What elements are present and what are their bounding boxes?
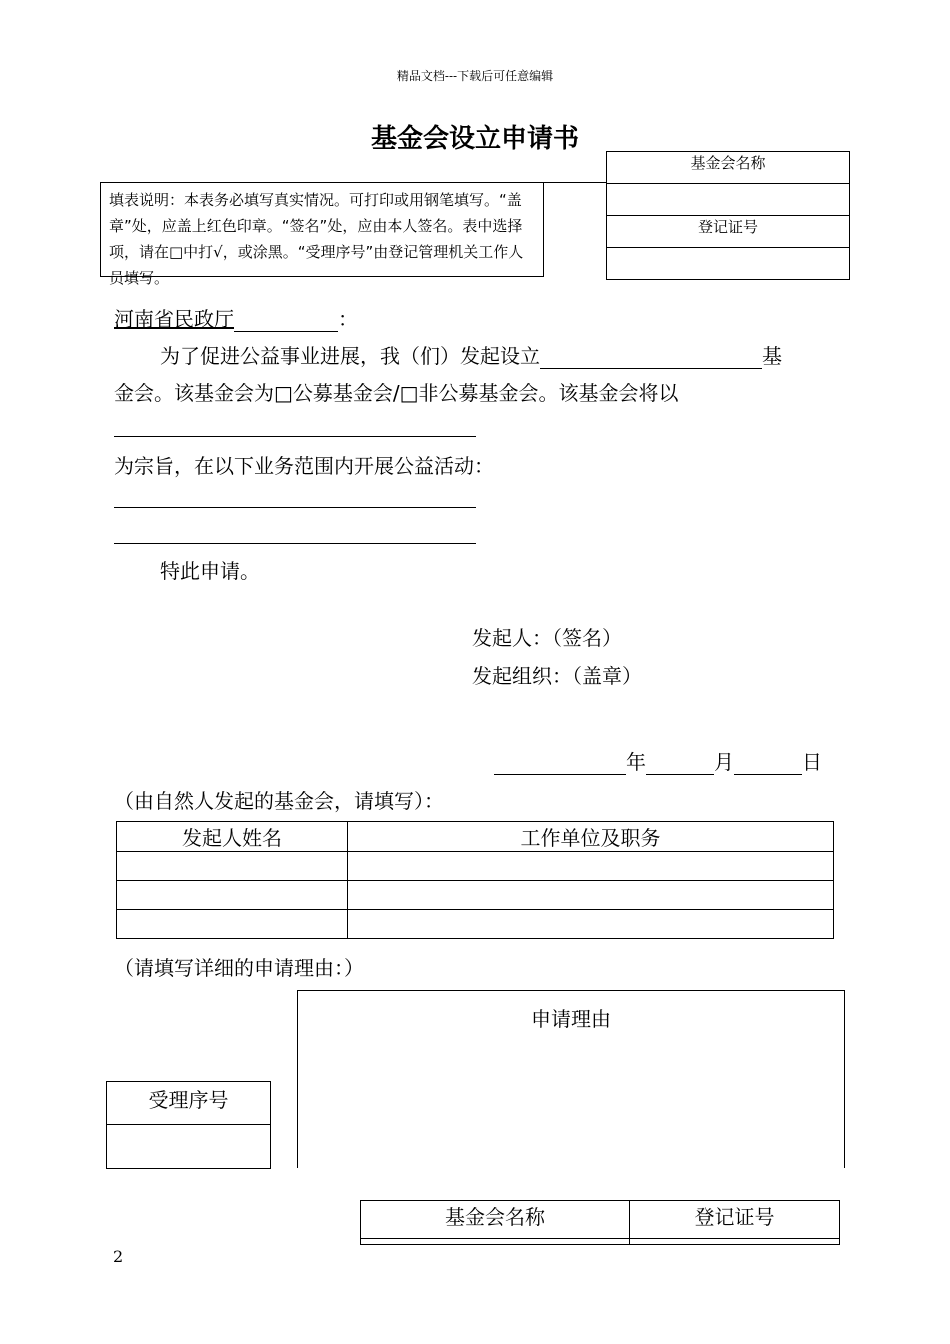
top-info-table — [606, 151, 850, 280]
bottom-reg-cell[interactable] — [630, 1239, 840, 1245]
work-cell[interactable] — [348, 910, 834, 939]
name-cell[interactable] — [117, 881, 348, 910]
bottom-name-cell[interactable] — [361, 1239, 630, 1245]
name-cell[interactable] — [117, 852, 348, 881]
scope-blank-1[interactable] — [114, 491, 476, 508]
initiator-signature: 发起人：（签名） — [472, 626, 622, 650]
day-label: 日 — [802, 750, 822, 774]
day-blank[interactable] — [734, 752, 802, 775]
bottom-info-table — [360, 1200, 840, 1245]
instructions-box — [100, 182, 544, 287]
top-reg-label: 登记证号 — [607, 216, 850, 248]
addressee-colon: ： — [338, 307, 358, 331]
acceptance-cell[interactable] — [107, 1125, 271, 1169]
letter-line-1 — [160, 340, 840, 369]
reason-box[interactable] — [297, 990, 845, 1168]
letter-line-2: 金会。该基金会为□公募基金会/□非公募基金会。该基金会将以 — [114, 381, 679, 405]
org-seal: 发起组织：（盖章） — [472, 664, 642, 688]
line1-suffix: 基 — [762, 344, 782, 368]
instructions-text: 填表说明：本表务必填写真实情况。可打印或用钢笔填写。“盖章”处，应盖上红色印章。“签名”处，应由本人签名。表中选择项，请在□中打√，或涂黑。“受理序号”由登记管理机关工作人员填写。 — [109, 191, 524, 287]
month-label: 月 — [714, 750, 734, 774]
top-reg-cell[interactable] — [607, 248, 850, 280]
scope-blank-2[interactable] — [114, 527, 476, 544]
addressee-line — [114, 303, 358, 332]
page-title: 基金会设立申请书 — [370, 124, 579, 154]
reason-caption: （请填写详细的申请理由：） — [114, 956, 364, 980]
year-label: 年 — [626, 750, 646, 774]
watermark-header: 精品文档---下载后可任意编辑 — [396, 69, 554, 83]
header-work-unit: 工作单位及职务 — [348, 822, 834, 852]
addressee: 河南省民政厅 — [114, 307, 234, 331]
month-blank[interactable] — [646, 752, 714, 775]
purpose-blank[interactable] — [114, 420, 476, 437]
line1-prefix: 为了促进公益事业进展，我（们）发起设立 — [160, 344, 540, 368]
note-divider — [544, 182, 606, 183]
table-row — [117, 910, 834, 939]
table-row — [117, 881, 834, 910]
header-initiator-name: 发起人姓名 — [117, 822, 348, 852]
acceptance-label: 受理序号 — [107, 1082, 271, 1125]
date-line — [494, 746, 822, 775]
name-cell[interactable] — [117, 910, 348, 939]
initiator-table — [116, 821, 834, 939]
bottom-reg-label: 登记证号 — [630, 1201, 840, 1239]
work-cell[interactable] — [348, 881, 834, 910]
top-name-cell[interactable] — [607, 184, 850, 216]
natural-person-caption: （由自然人发起的基金会，请填写）： — [114, 789, 444, 813]
closing-text: 特此申请。 — [160, 559, 260, 583]
year-blank[interactable] — [494, 752, 626, 775]
table-row — [117, 852, 834, 881]
foundation-name-blank[interactable] — [540, 348, 762, 369]
acceptance-table — [106, 1081, 271, 1169]
reason-box-title: 申请理由 — [531, 1007, 611, 1031]
work-cell[interactable] — [348, 852, 834, 881]
page-number: 2 — [113, 1247, 124, 1266]
addressee-blank[interactable] — [234, 311, 338, 332]
letter-line-3: 为宗旨，在以下业务范围内开展公益活动： — [114, 454, 494, 478]
top-name-label: 基金会名称 — [607, 152, 850, 184]
bottom-name-label: 基金会名称 — [361, 1201, 630, 1239]
